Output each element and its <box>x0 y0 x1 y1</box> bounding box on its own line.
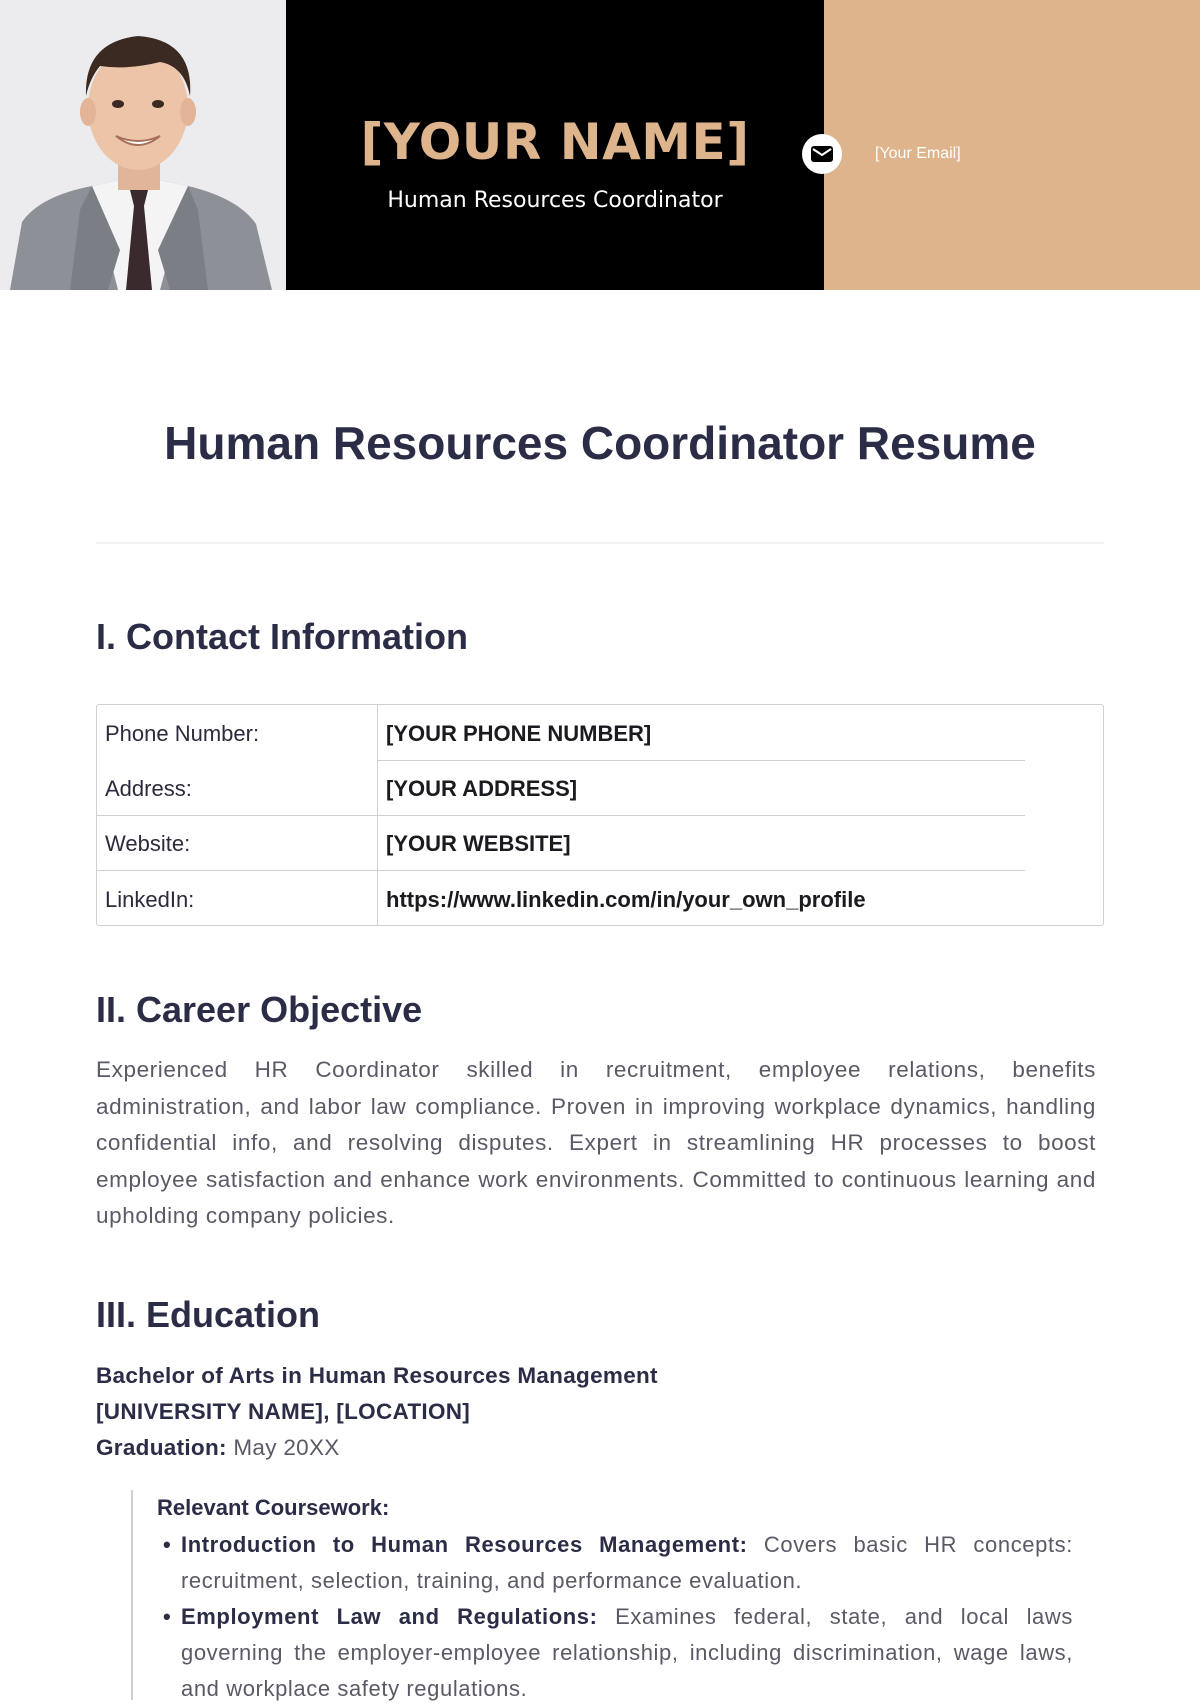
graduation-label: Graduation: <box>96 1435 227 1460</box>
profile-photo-image <box>0 0 286 290</box>
course-title: Introduction to Human Resources Management: <box>181 1532 748 1557</box>
course-title: Employment Law and Regulations: <box>181 1604 598 1629</box>
bullet-icon: • <box>163 1532 172 1557</box>
contact-table <box>96 704 1104 926</box>
table-row <box>97 760 1103 815</box>
envelope-icon <box>802 134 842 174</box>
list-item <box>163 1527 1073 1599</box>
graduation-line <box>96 1435 340 1461</box>
contact-label: Website: <box>105 831 191 856</box>
university-location: [UNIVERSITY NAME], [LOCATION] <box>96 1399 471 1424</box>
list-item <box>163 1599 1073 1707</box>
resume-header <box>0 0 1200 290</box>
candidate-name: [YOUR NAME] <box>360 113 750 171</box>
graduation-date: May 20XX <box>233 1435 340 1460</box>
table-row <box>97 871 1103 926</box>
job-title: Human Resources Coordinator <box>387 188 723 213</box>
contact-label: Address: <box>105 776 192 801</box>
coursework-heading: Relevant Coursework: <box>157 1495 390 1520</box>
contact-label: LinkedIn: <box>105 887 195 912</box>
envelope-icon-svg <box>811 146 833 162</box>
document-title: Human Resources Coordinator Resume <box>164 417 1036 469</box>
section-heading-objective: II. Career Objective <box>96 989 423 1030</box>
table-row <box>97 705 1103 760</box>
section-heading-contact: I. Contact Information <box>96 616 468 657</box>
course-description: Covers basic HR concepts: recruitment, selection, training, and performance evaluation. <box>181 1532 1073 1593</box>
section-heading-education: III. Education <box>96 1294 321 1335</box>
profile-photo <box>0 0 286 290</box>
table-row <box>97 815 1103 870</box>
bullet-icon: • <box>163 1604 172 1629</box>
name-block <box>286 0 824 290</box>
career-objective-text: Experienced HR Coordinator skilled in recruitment, employee relations, benefits administration, and labor law compliance. Proven in improving workplace dynamics, handling confidential info, and resolving disputes. Expert in streamlining HR processes to boost employee satisfaction and enhance work environments. Committed to continuous learning and upholding company policies. <box>96 1057 1096 1228</box>
linkedin-link[interactable]: https://www.linkedin.com/in/your_own_profile <box>386 887 866 912</box>
header-email: [Your Email] <box>875 145 961 162</box>
coursework-quote-rule <box>131 1490 133 1700</box>
contact-label: Phone Number: <box>105 721 260 746</box>
title-divider <box>96 542 1104 544</box>
contact-value: [YOUR ADDRESS] <box>386 776 578 801</box>
contact-value: [YOUR WEBSITE] <box>386 831 571 856</box>
course-description: Examines federal, state, and local laws governing the employer-employee relationship, including discrimination, wage laws, and workplace safety regulations. <box>181 1604 1073 1701</box>
degree-name: Bachelor of Arts in Human Resources Management <box>96 1363 658 1388</box>
contact-value: [YOUR PHONE NUMBER] <box>386 721 652 746</box>
